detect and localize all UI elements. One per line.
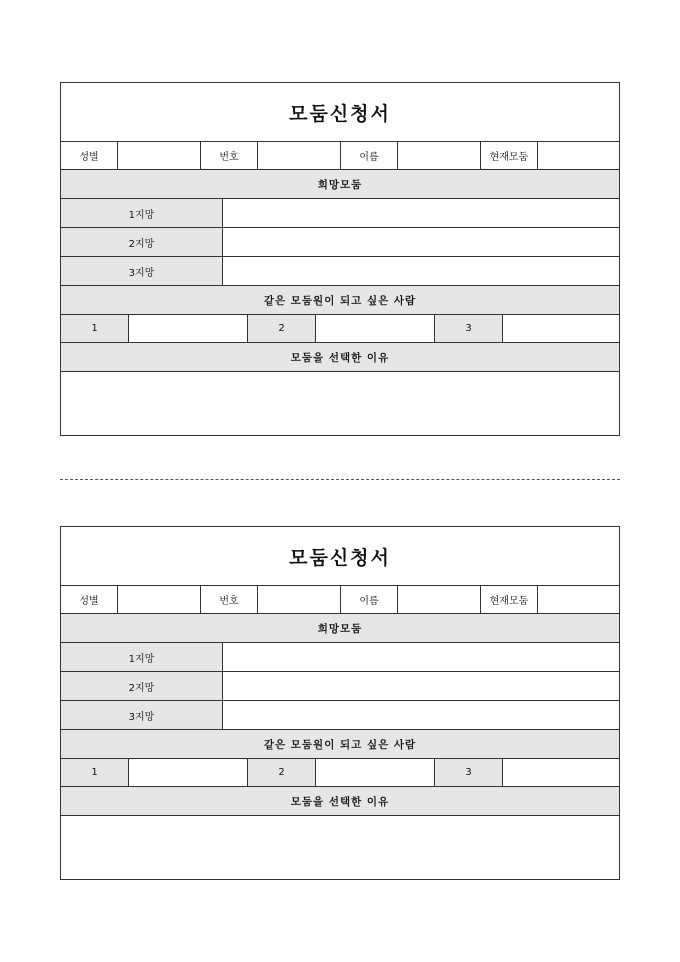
gender-label: 성별 (61, 586, 118, 613)
info-row (61, 142, 619, 170)
wish-row-1 (61, 199, 619, 228)
mates-header: 같은 모둠원이 되고 싶은 사람 (263, 294, 417, 307)
gender-field[interactable] (118, 586, 201, 613)
mate-2-label: 2 (248, 315, 316, 342)
reason-row (61, 816, 619, 879)
wish-row-3 (61, 257, 619, 286)
wish-2-label: 2지망 (61, 672, 223, 700)
info-row (61, 586, 619, 614)
wish-3-field[interactable] (223, 701, 619, 729)
name-label: 이름 (341, 142, 398, 169)
current-group-field[interactable] (538, 586, 619, 613)
reason-header-row (61, 343, 619, 372)
mate-1-field[interactable] (129, 315, 248, 342)
number-field[interactable] (258, 142, 341, 169)
wish-1-label: 1지망 (61, 643, 223, 671)
wish-group-header: 희망모둠 (317, 178, 363, 191)
wish-row-2 (61, 672, 619, 701)
wish-1-field[interactable] (223, 643, 619, 671)
application-form-2 (60, 526, 620, 880)
name-field[interactable] (398, 142, 481, 169)
reason-field[interactable] (61, 816, 619, 879)
wish-row-2 (61, 228, 619, 257)
application-form-1 (60, 82, 620, 436)
current-group-field[interactable] (538, 142, 619, 169)
form-title: 모둠신청서 (61, 83, 619, 142)
current-group-label: 현재모둠 (481, 142, 538, 169)
mates-row (61, 315, 619, 343)
wish-1-field[interactable] (223, 199, 619, 227)
mate-1-field[interactable] (129, 759, 248, 786)
reason-header: 모둠을 선택한 이유 (290, 795, 390, 808)
wish-row-1 (61, 643, 619, 672)
mates-header: 같은 모둠원이 되고 싶은 사람 (263, 738, 417, 751)
wish-3-field[interactable] (223, 257, 619, 285)
reason-header-row (61, 787, 619, 816)
gender-label: 성별 (61, 142, 118, 169)
wish-group-header: 희망모둠 (317, 622, 363, 635)
mate-2-field[interactable] (316, 315, 435, 342)
wish-2-field[interactable] (223, 228, 619, 256)
wish-3-label: 3지망 (61, 701, 223, 729)
name-label: 이름 (341, 586, 398, 613)
mates-header-row (61, 286, 619, 315)
form-title: 모둠신청서 (61, 527, 619, 586)
current-group-label: 현재모둠 (481, 586, 538, 613)
wish-1-label: 1지망 (61, 199, 223, 227)
mate-3-label: 3 (435, 315, 503, 342)
wish-header-row (61, 614, 619, 643)
reason-header: 모둠을 선택한 이유 (290, 351, 390, 364)
mate-1-label: 1 (61, 759, 129, 786)
mate-3-field[interactable] (503, 759, 619, 786)
wish-header-row (61, 170, 619, 199)
wish-row-3 (61, 701, 619, 730)
mate-2-label: 2 (248, 759, 316, 786)
gender-field[interactable] (118, 142, 201, 169)
mate-3-field[interactable] (503, 315, 619, 342)
number-field[interactable] (258, 586, 341, 613)
number-label: 번호 (201, 586, 258, 613)
reason-field[interactable] (61, 372, 619, 435)
mate-1-label: 1 (61, 315, 129, 342)
number-label: 번호 (201, 142, 258, 169)
mate-3-label: 3 (435, 759, 503, 786)
mates-row (61, 759, 619, 787)
name-field[interactable] (398, 586, 481, 613)
mates-header-row (61, 730, 619, 759)
wish-2-label: 2지망 (61, 228, 223, 256)
wish-3-label: 3지망 (61, 257, 223, 285)
mate-2-field[interactable] (316, 759, 435, 786)
wish-2-field[interactable] (223, 672, 619, 700)
cut-line-divider (60, 479, 620, 480)
reason-row (61, 372, 619, 435)
